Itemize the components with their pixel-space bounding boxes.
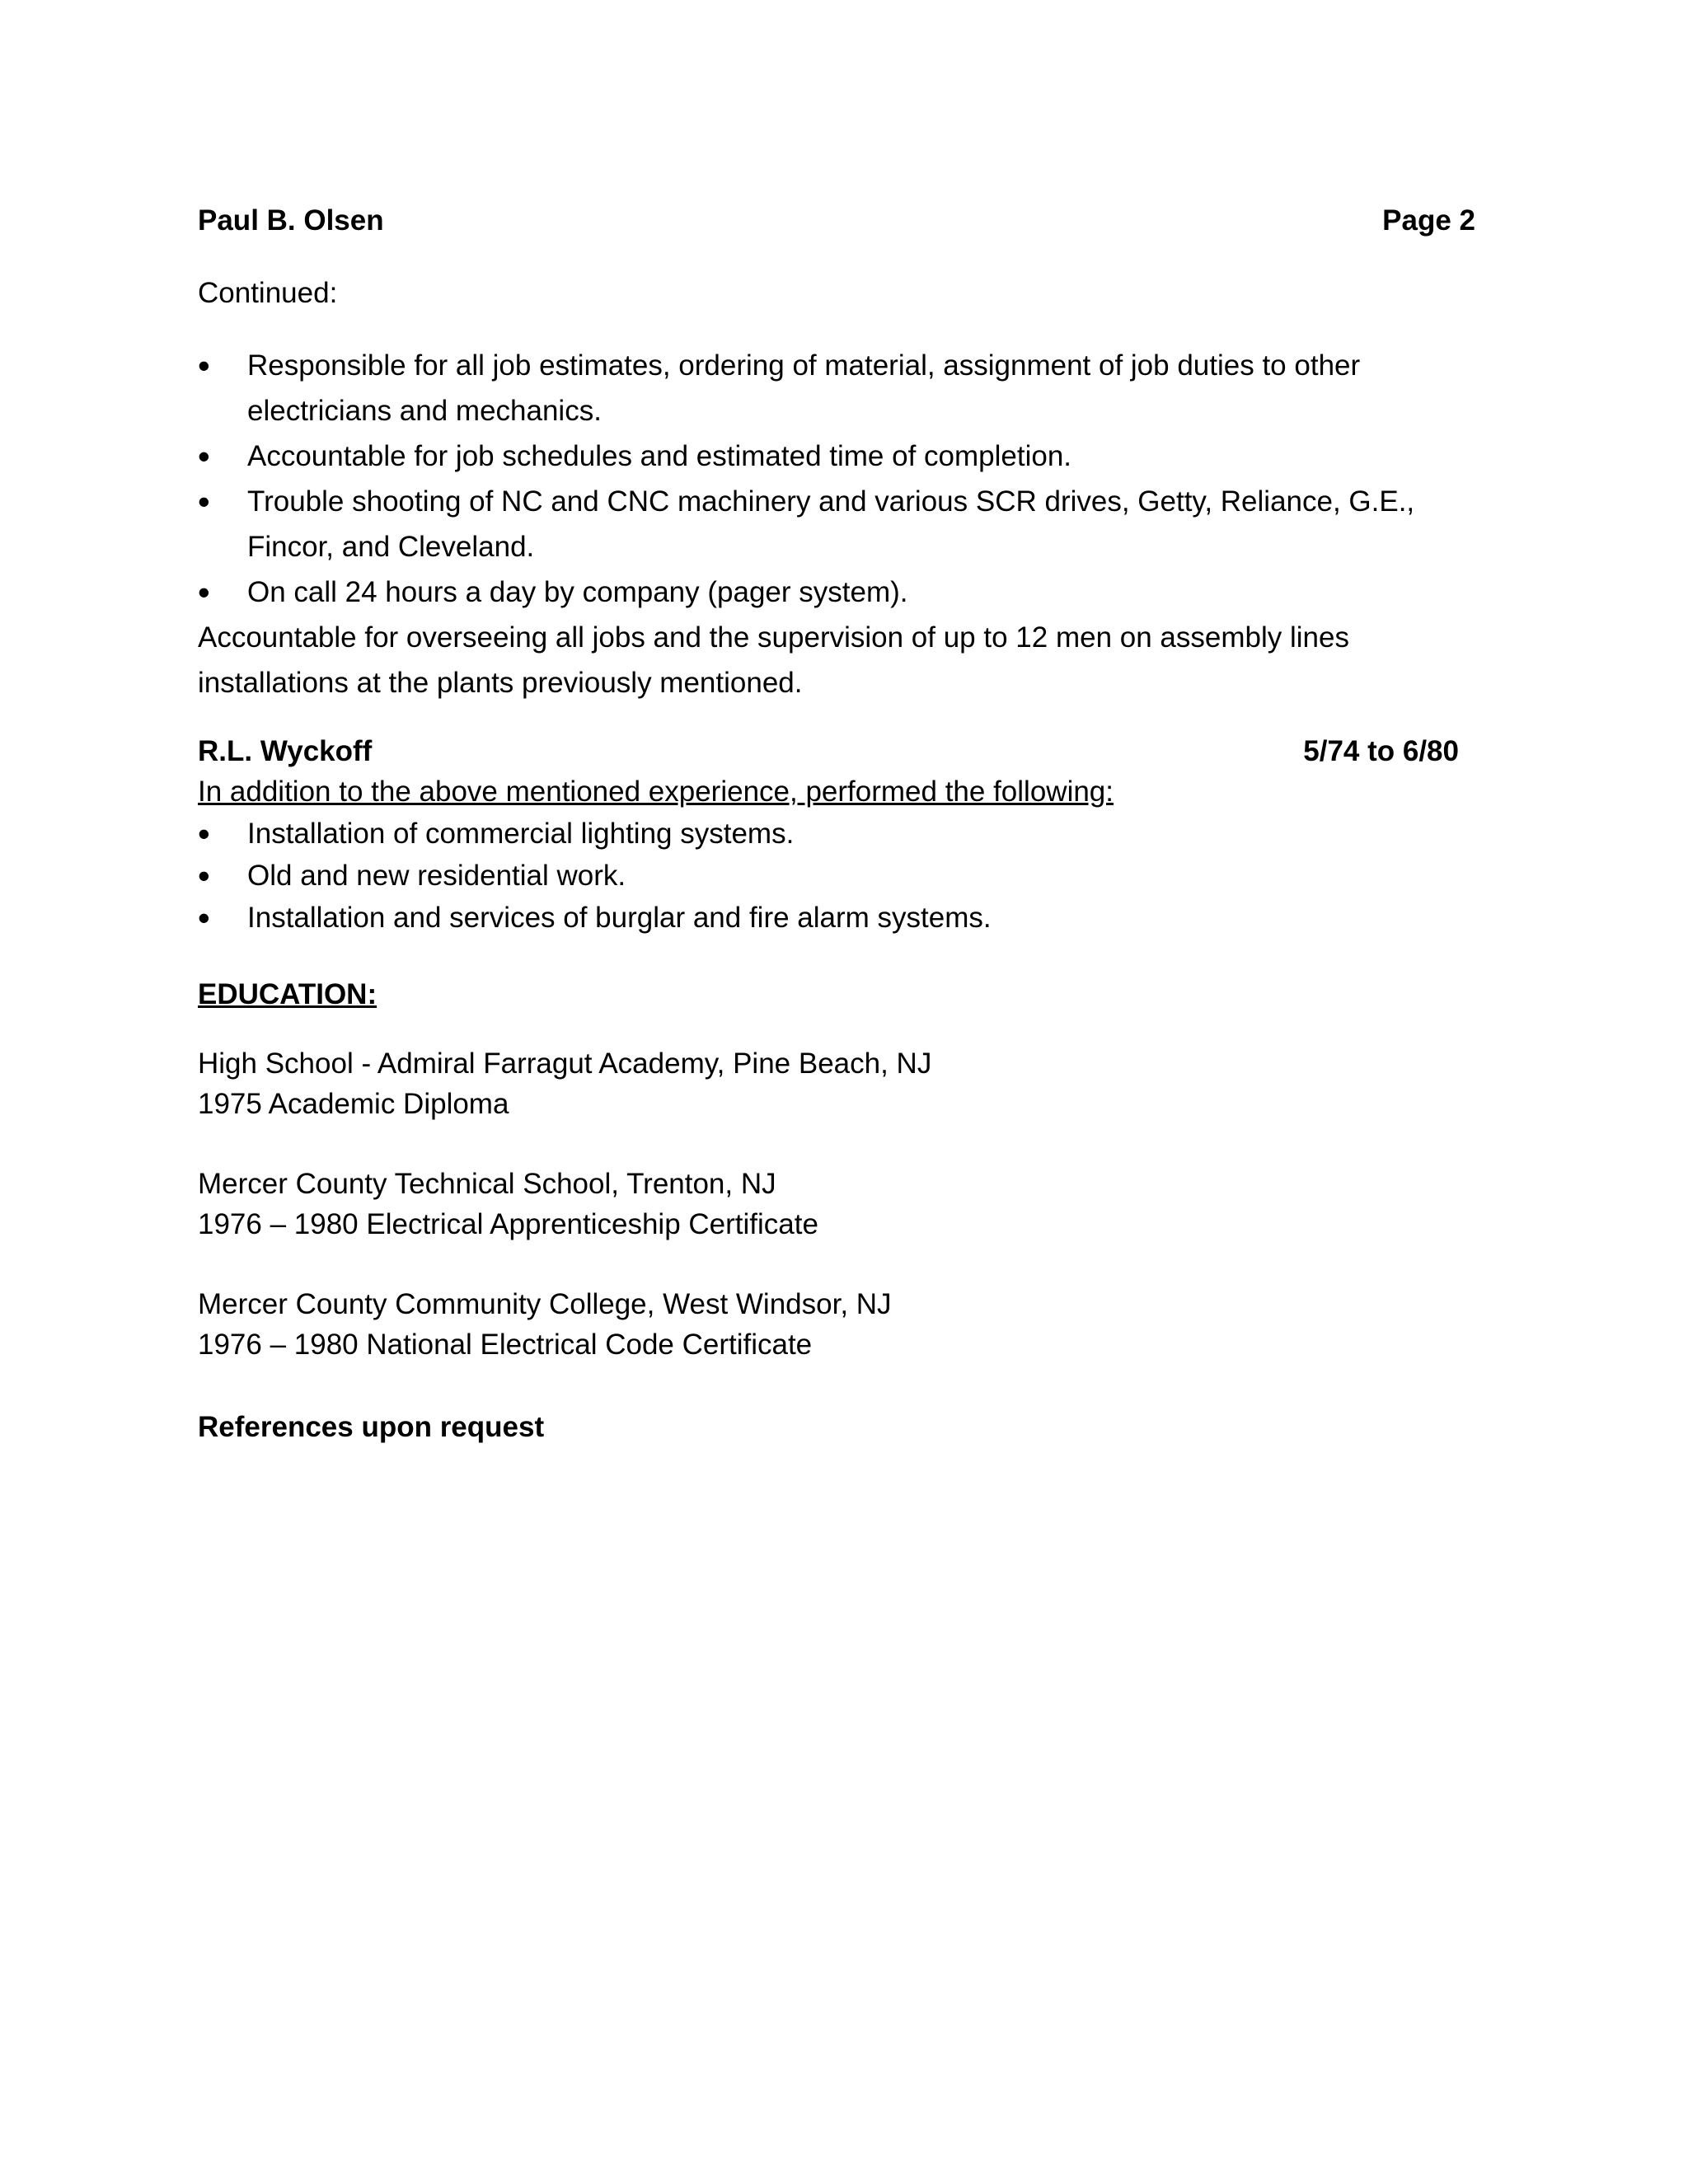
job-header	[198, 732, 1459, 771]
education-entry	[198, 1043, 1475, 1124]
school-detail: 1976 – 1980 National Electrical Code Certificate	[198, 1329, 813, 1361]
page-header	[198, 198, 1475, 243]
page-number: Page 2	[1382, 204, 1475, 237]
summary-paragraph: Accountable for overseeing all jobs and the supervision of up to 12 men on assembly lines installations at the plants previously mentioned.	[198, 621, 1349, 699]
school-name: Mercer County Community College, West Windsor, NJ	[198, 1288, 892, 1320]
school-detail: 1975 Academic Diploma	[198, 1088, 509, 1120]
school-name: Mercer County Technical School, Trenton, NJ	[198, 1168, 776, 1200]
duties-list	[198, 343, 1475, 615]
school-detail: 1976 – 1980 Electrical Apprenticeship Certificate	[198, 1208, 818, 1240]
list-item: • Responsible for all job estimates, ordering of material, assignment of job duties to other electricians and mechanics.	[198, 343, 1475, 434]
job-intro: In addition to the above mentioned experience, performed the following:	[198, 776, 1114, 808]
employment-dates: 5/74 to 6/80	[1303, 735, 1459, 767]
list-item: • Old and new residential work.	[198, 855, 1475, 897]
references-note: References upon request	[198, 1411, 545, 1443]
continued-label: Continued:	[198, 277, 338, 309]
education-heading: EDUCATION:	[198, 978, 377, 1010]
education-entry	[198, 1164, 1475, 1244]
list-item: • Accountable for job schedules and estimated time of completion.	[198, 434, 1475, 479]
job-items-list	[198, 813, 1475, 939]
list-item: • Trouble shooting of NC and CNC machinery and various SCR drives, Getty, Reliance, G.E., Fincor, and Cleveland.	[198, 479, 1475, 569]
list-item: • Installation and services of burglar and fire alarm systems.	[198, 897, 1475, 939]
education-entry	[198, 1284, 1475, 1365]
list-item: • Installation of commercial lighting systems.	[198, 813, 1475, 855]
school-name: High School - Admiral Farragut Academy, Pine Beach, NJ	[198, 1047, 932, 1080]
employer-name: R.L. Wyckoff	[198, 735, 373, 767]
candidate-name: Paul B. Olsen	[198, 204, 384, 237]
resume-page	[198, 198, 1475, 1450]
list-item: • On call 24 hours a day by company (pager system).	[198, 569, 1475, 615]
